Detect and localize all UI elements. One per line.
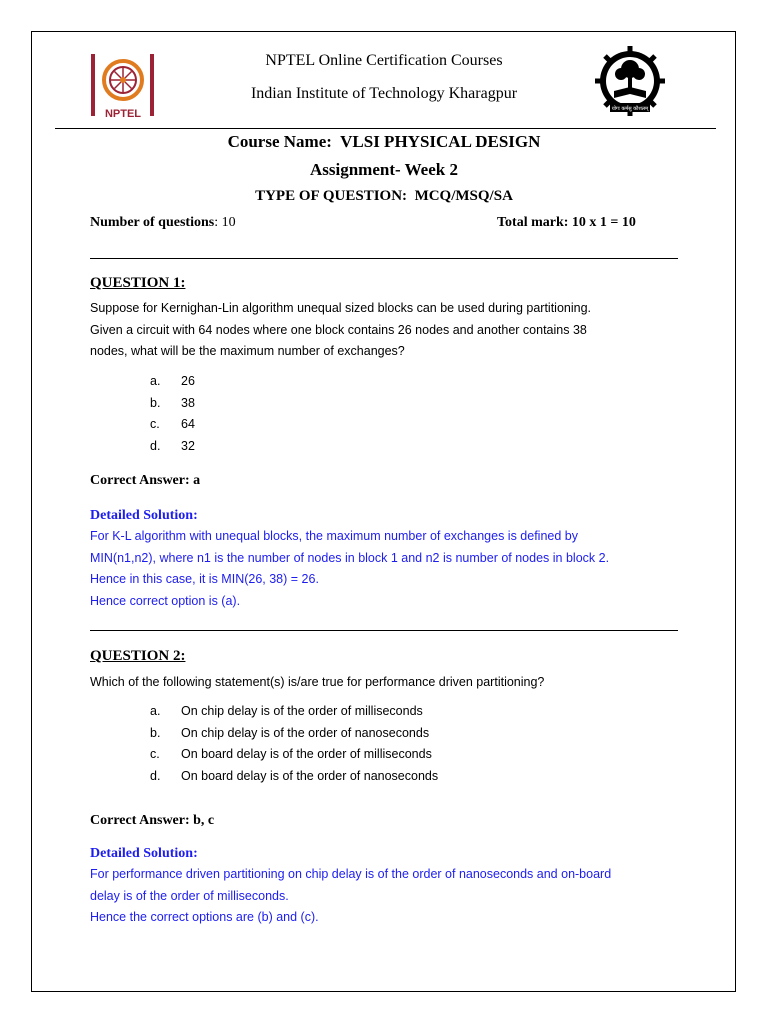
solution-text	[90, 864, 690, 929]
option-text: On board delay is of the order of nanoseconds	[181, 768, 439, 783]
options-list	[150, 371, 195, 457]
option-letter: d.	[150, 768, 161, 783]
number-of-questions-value: : 10	[214, 215, 236, 230]
nptel-logo-text: NPTEL	[104, 108, 142, 120]
solution-heading: Detailed Solution:	[90, 508, 198, 523]
solution-line: For performance driven partitioning on chip delay is of the order of nanoseconds and on-board	[90, 867, 612, 881]
header-divider	[55, 128, 716, 129]
option-letter: c.	[150, 747, 160, 762]
question-type-value: MCQ/MSQ/SA	[414, 188, 513, 204]
number-of-questions	[90, 215, 236, 231]
question-text	[90, 298, 690, 363]
course-name-value: VLSI PHYSICAL DESIGN	[340, 132, 541, 151]
option-letter: b.	[150, 395, 161, 410]
solution-line: Hence correct option is (a).	[90, 593, 241, 608]
options-list	[150, 701, 438, 787]
option-item	[150, 723, 438, 745]
question-text-line: Suppose for Kernighan-Lin algorithm unequal sized blocks can be used during partitioning.	[90, 301, 592, 315]
option-item	[150, 744, 438, 766]
option-text: 26	[181, 374, 195, 388]
header-line-institute: Indian Institute of Technology Kharagpur	[250, 85, 518, 102]
section-divider	[90, 258, 678, 259]
correct-answer: Correct Answer: a	[90, 473, 201, 488]
option-letter: a.	[150, 374, 161, 388]
question-text-line: Which of the following statement(s) is/are true for performance driven partitioning?	[90, 675, 545, 689]
solution-heading: Detailed Solution:	[90, 846, 198, 861]
question-type	[0, 188, 768, 205]
solution-text	[90, 526, 690, 612]
option-text: On chip delay is of the order of nanoseconds	[181, 725, 430, 740]
total-mark: Total mark: 10 x 1 = 10	[497, 215, 636, 230]
option-item	[150, 393, 195, 415]
solution-line: Hence the correct options are (b) and (c).	[90, 910, 319, 924]
option-letter: a.	[150, 704, 161, 718]
option-text: 64	[181, 417, 195, 432]
iit-logo-motto: योगः कर्मसु कौशलम्	[611, 106, 649, 112]
question-type-label: TYPE OF QUESTION:	[255, 188, 408, 204]
option-item	[150, 436, 195, 458]
option-text: 38	[181, 395, 195, 410]
section-divider	[90, 630, 678, 631]
option-item	[150, 766, 438, 788]
course-name	[0, 132, 768, 152]
option-text: 32	[181, 438, 195, 453]
option-item	[150, 414, 195, 436]
solution-line: Hence in this case, it is MIN(26, 38) = 26.	[90, 572, 319, 586]
option-item	[150, 701, 438, 723]
option-letter: c.	[150, 417, 160, 432]
solution-line: For K-L algorithm with unequal blocks, the maximum number of exchanges is defined by	[90, 529, 578, 543]
question-heading: QUESTION 1:	[90, 275, 186, 291]
solution-line: MIN(n1,n2), where n1 is the number of nodes in block 1 and n2 is number of nodes in block 2.	[90, 550, 610, 565]
option-letter: b.	[150, 725, 161, 740]
number-of-questions-label: Number of questions	[90, 215, 215, 230]
solution-line: delay is of the order of milliseconds.	[90, 888, 289, 903]
question-text-line: Given a circuit with 64 nodes where one block contains 26 nodes and another contains 38	[90, 322, 587, 337]
question-text-line: nodes, what will be the maximum number of exchanges?	[90, 344, 405, 358]
option-text: On chip delay is of the order of milliseconds	[181, 704, 423, 718]
option-text: On board delay is of the order of milliseconds	[181, 747, 432, 762]
correct-answer: Correct Answer: b, c	[90, 813, 215, 828]
question-heading: QUESTION 2:	[90, 648, 186, 664]
assignment-title: Assignment- Week 2	[310, 160, 458, 179]
option-letter: d.	[150, 438, 161, 453]
course-name-label: Course Name:	[227, 132, 332, 151]
question-text	[90, 672, 690, 694]
header-line-nptel: NPTEL Online Certification Courses	[265, 52, 503, 69]
option-item	[150, 371, 195, 393]
